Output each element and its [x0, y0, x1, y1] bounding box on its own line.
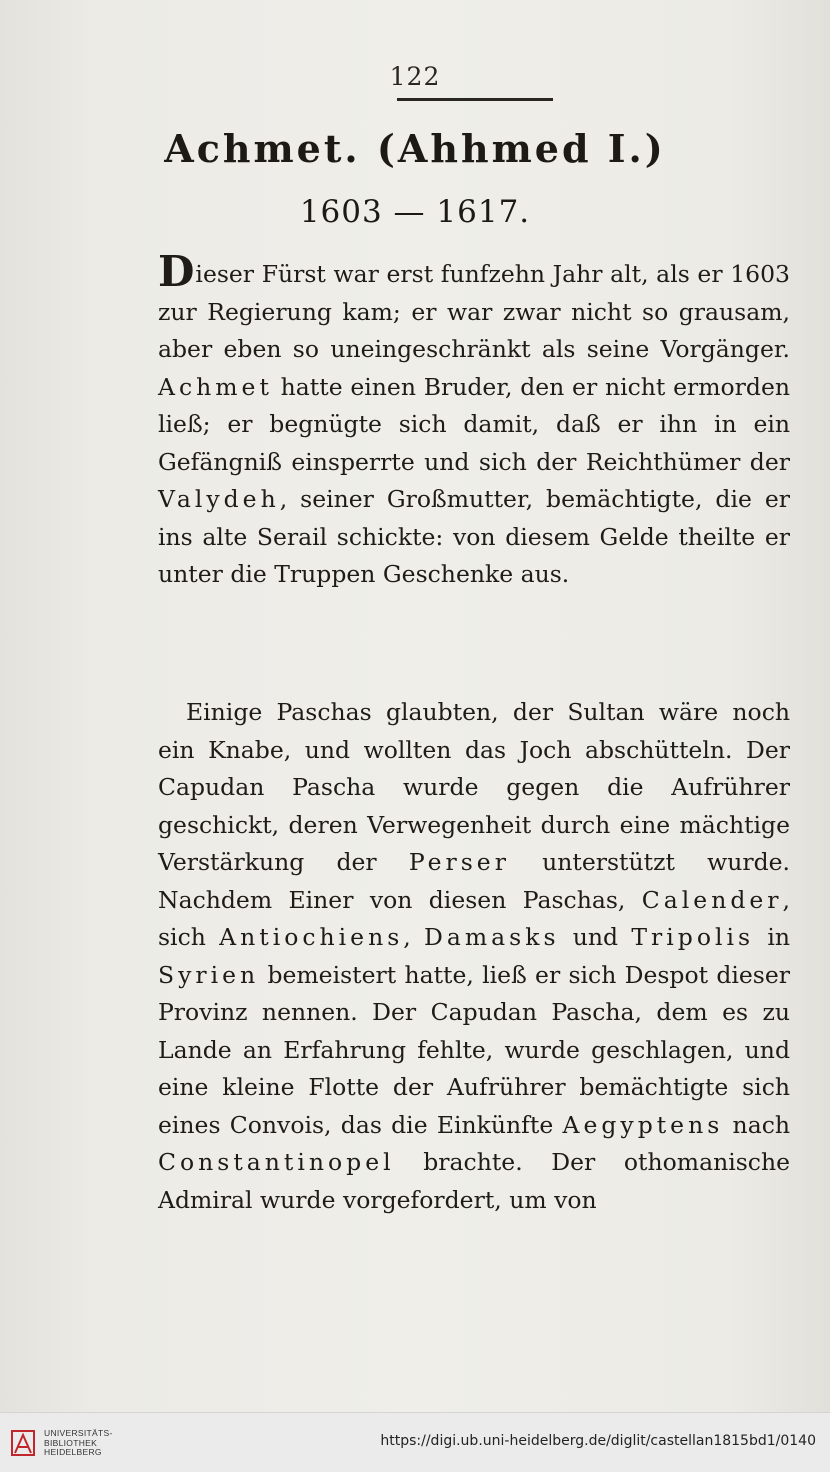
page-number: 122 — [389, 62, 441, 91]
paragraph-2-text-3: , sich — [158, 885, 790, 951]
paragraph-2-text-6: in — [754, 923, 791, 951]
person-name-achmet: Achmet — [158, 372, 273, 401]
place-constantinopel: Constantinopel — [158, 1148, 395, 1176]
chapter-title: Achmet. (Ahhmed I.) — [164, 126, 666, 171]
logo-line-1: UNIVERSITÄTS- — [44, 1428, 113, 1438]
paragraph-2-text-8: nach — [723, 1110, 790, 1139]
paragraph-1 — [158, 247, 790, 594]
name-calender: Calender — [641, 885, 783, 914]
place-antiochiens: Antiochiens — [219, 923, 404, 951]
paragraph-2-text-9: brachte. Der othomanische Admiral wurde vorgefordert, um von — [158, 1148, 790, 1214]
library-logo-text[interactable] — [44, 1429, 113, 1458]
paragraph-1-text-3: , seiner Großmutter, bemächtigte, die er ins alte Serail schickte: von diesem Gelde theilte er unter die Truppen Geschenke aus. — [158, 485, 790, 588]
paragraph-2-text-1: Einige Paschas glaubten, der Sultan wäre noch ein Knabe, und wollten das Joch abschütteln. Der Capudan Pascha wurde gegen die Aufrührer geschickt, deren Verwegenheit durch eine mächtige Verstärkung der — [158, 698, 790, 876]
paragraph-2-text-5: und — [559, 923, 632, 951]
paragraph-2-text-2: unterstützt wurde. Nachdem Einer von diesen Paschas, — [158, 848, 790, 914]
place-damasks: Damasks — [424, 923, 560, 951]
place-syrien: Syrien — [158, 960, 260, 989]
paragraph-1-text-2: hatte einen Bruder, den er nicht ermorden ließ; er begnügte sich damit, daß er ihn in ein Gefängniß einsperrte und sich der Reichthümer der — [158, 372, 790, 476]
library-logo-icon[interactable] — [10, 1429, 36, 1457]
logo-line-3: HEIDELBERG — [44, 1447, 102, 1457]
permalink-url[interactable]: https://digi.ub.uni-heidelberg.de/diglit/castellan1815bd1/0140 — [380, 1433, 816, 1449]
place-aegyptens: Aegyptens — [562, 1110, 724, 1139]
person-name-valydeh: Valydeh — [158, 485, 280, 513]
viewer-footer — [0, 1412, 830, 1472]
reign-years: 1603 — 1617. — [299, 194, 531, 230]
drop-cap: D — [158, 247, 195, 296]
header-rule — [397, 98, 553, 101]
place-tripolis: Tripolis — [631, 923, 755, 951]
logo-line-2: BIBLIOTHEK — [44, 1437, 98, 1448]
paragraph-1-text-1: ieser Fürst war erst funfzehn Jahr alt, als er 1603 zur Regierung kam; er war zwar nicht so grausam, aber eben so uneingeschränkt als seine Vorgänger. — [158, 260, 790, 363]
name-perser: Perser — [408, 848, 510, 876]
paragraph-2 — [158, 694, 790, 1219]
paragraph-2-text-7: bemeistert hatte, ließ er sich Despot dieser Provinz nennen. Der Capudan Pascha, dem es zu Lande an Erfahrung fehlte, wurde geschlagen, und eine kleine Flotte der Aufrührer bemächtigte sich eines Convois, das die Einkünfte — [158, 960, 790, 1139]
paragraph-2-text-4: , — [403, 923, 425, 951]
